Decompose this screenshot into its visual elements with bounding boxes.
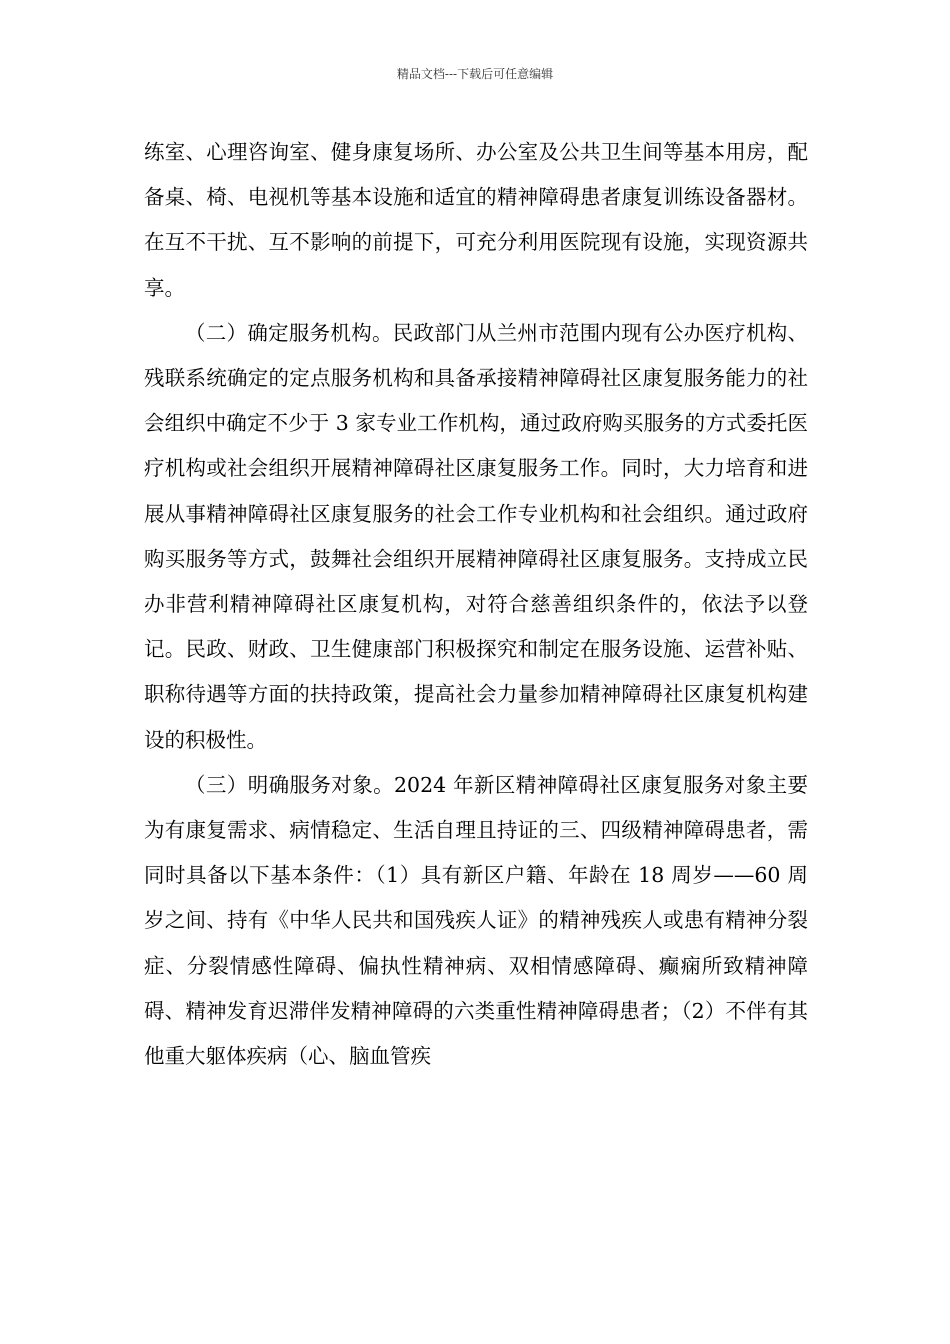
document-body [144, 130, 808, 1079]
paragraph-continued-facilities: 练室、心理咨询室、健身康复场所、办公室及公共卫生间等基本用房，配备桌、椅、电视机等基本设施和适宜的精神障碍患者康复训练设备器材。在互不干扰、互不影响的前提下，可充分利用医院现有设施，实现资源共享。 [144, 140, 808, 300]
paragraph-service-institutions: （二）确定服务机构。民政部门从兰州市范围内现有公办医疗机构、残联系统确定的定点服务机构和具备承接精神障碍社区康复服务能力的社会组织中确定不少于 3 家专业工作机构，通过政府购买服务的方式委托医疗机构或社会组织开展精神障碍社区康复服务工作。同时，大力培育和进展从事精神障碍社区康复服务的社会工作专业机构和社会组织。通过政府购买服务等方式，鼓舞社会组织开展精神障碍社区康复服务。支持成立民办非营利精神障碍社区康复机构，对符合慈善组织条件的，依法予以登记。民政、财政、卫生健康部门积极探究和制定在服务设施、运营补贴、职称待遇等方面的扶持政策，提高社会力量参加精神障碍社区康复机构建设的积极性。 [144, 320, 808, 752]
paragraph-service-targets: （三）明确服务对象。2024 年新区精神障碍社区康复服务对象主要为有康复需求、病情稳定、生活自理且持证的三、四级精神障碍患者，需同时具备以下基本条件：（1）具有新区户籍、年龄在 18 周岁——60 周岁之间、持有《中华人民共和国残疾人证》的精神残疾人或患有精神分裂症、分裂情感性障碍、偏执性精神病、双相情感障碍、癫痫所致精神障碍、精神发育迟滞伴发精神障碍的六类重性精神障碍患者；（2）不伴有其他重大躯体疾病（心、脑血管疾 [144, 772, 808, 1069]
page-header: 精品文档---下载后可任意编辑 [396, 67, 554, 81]
